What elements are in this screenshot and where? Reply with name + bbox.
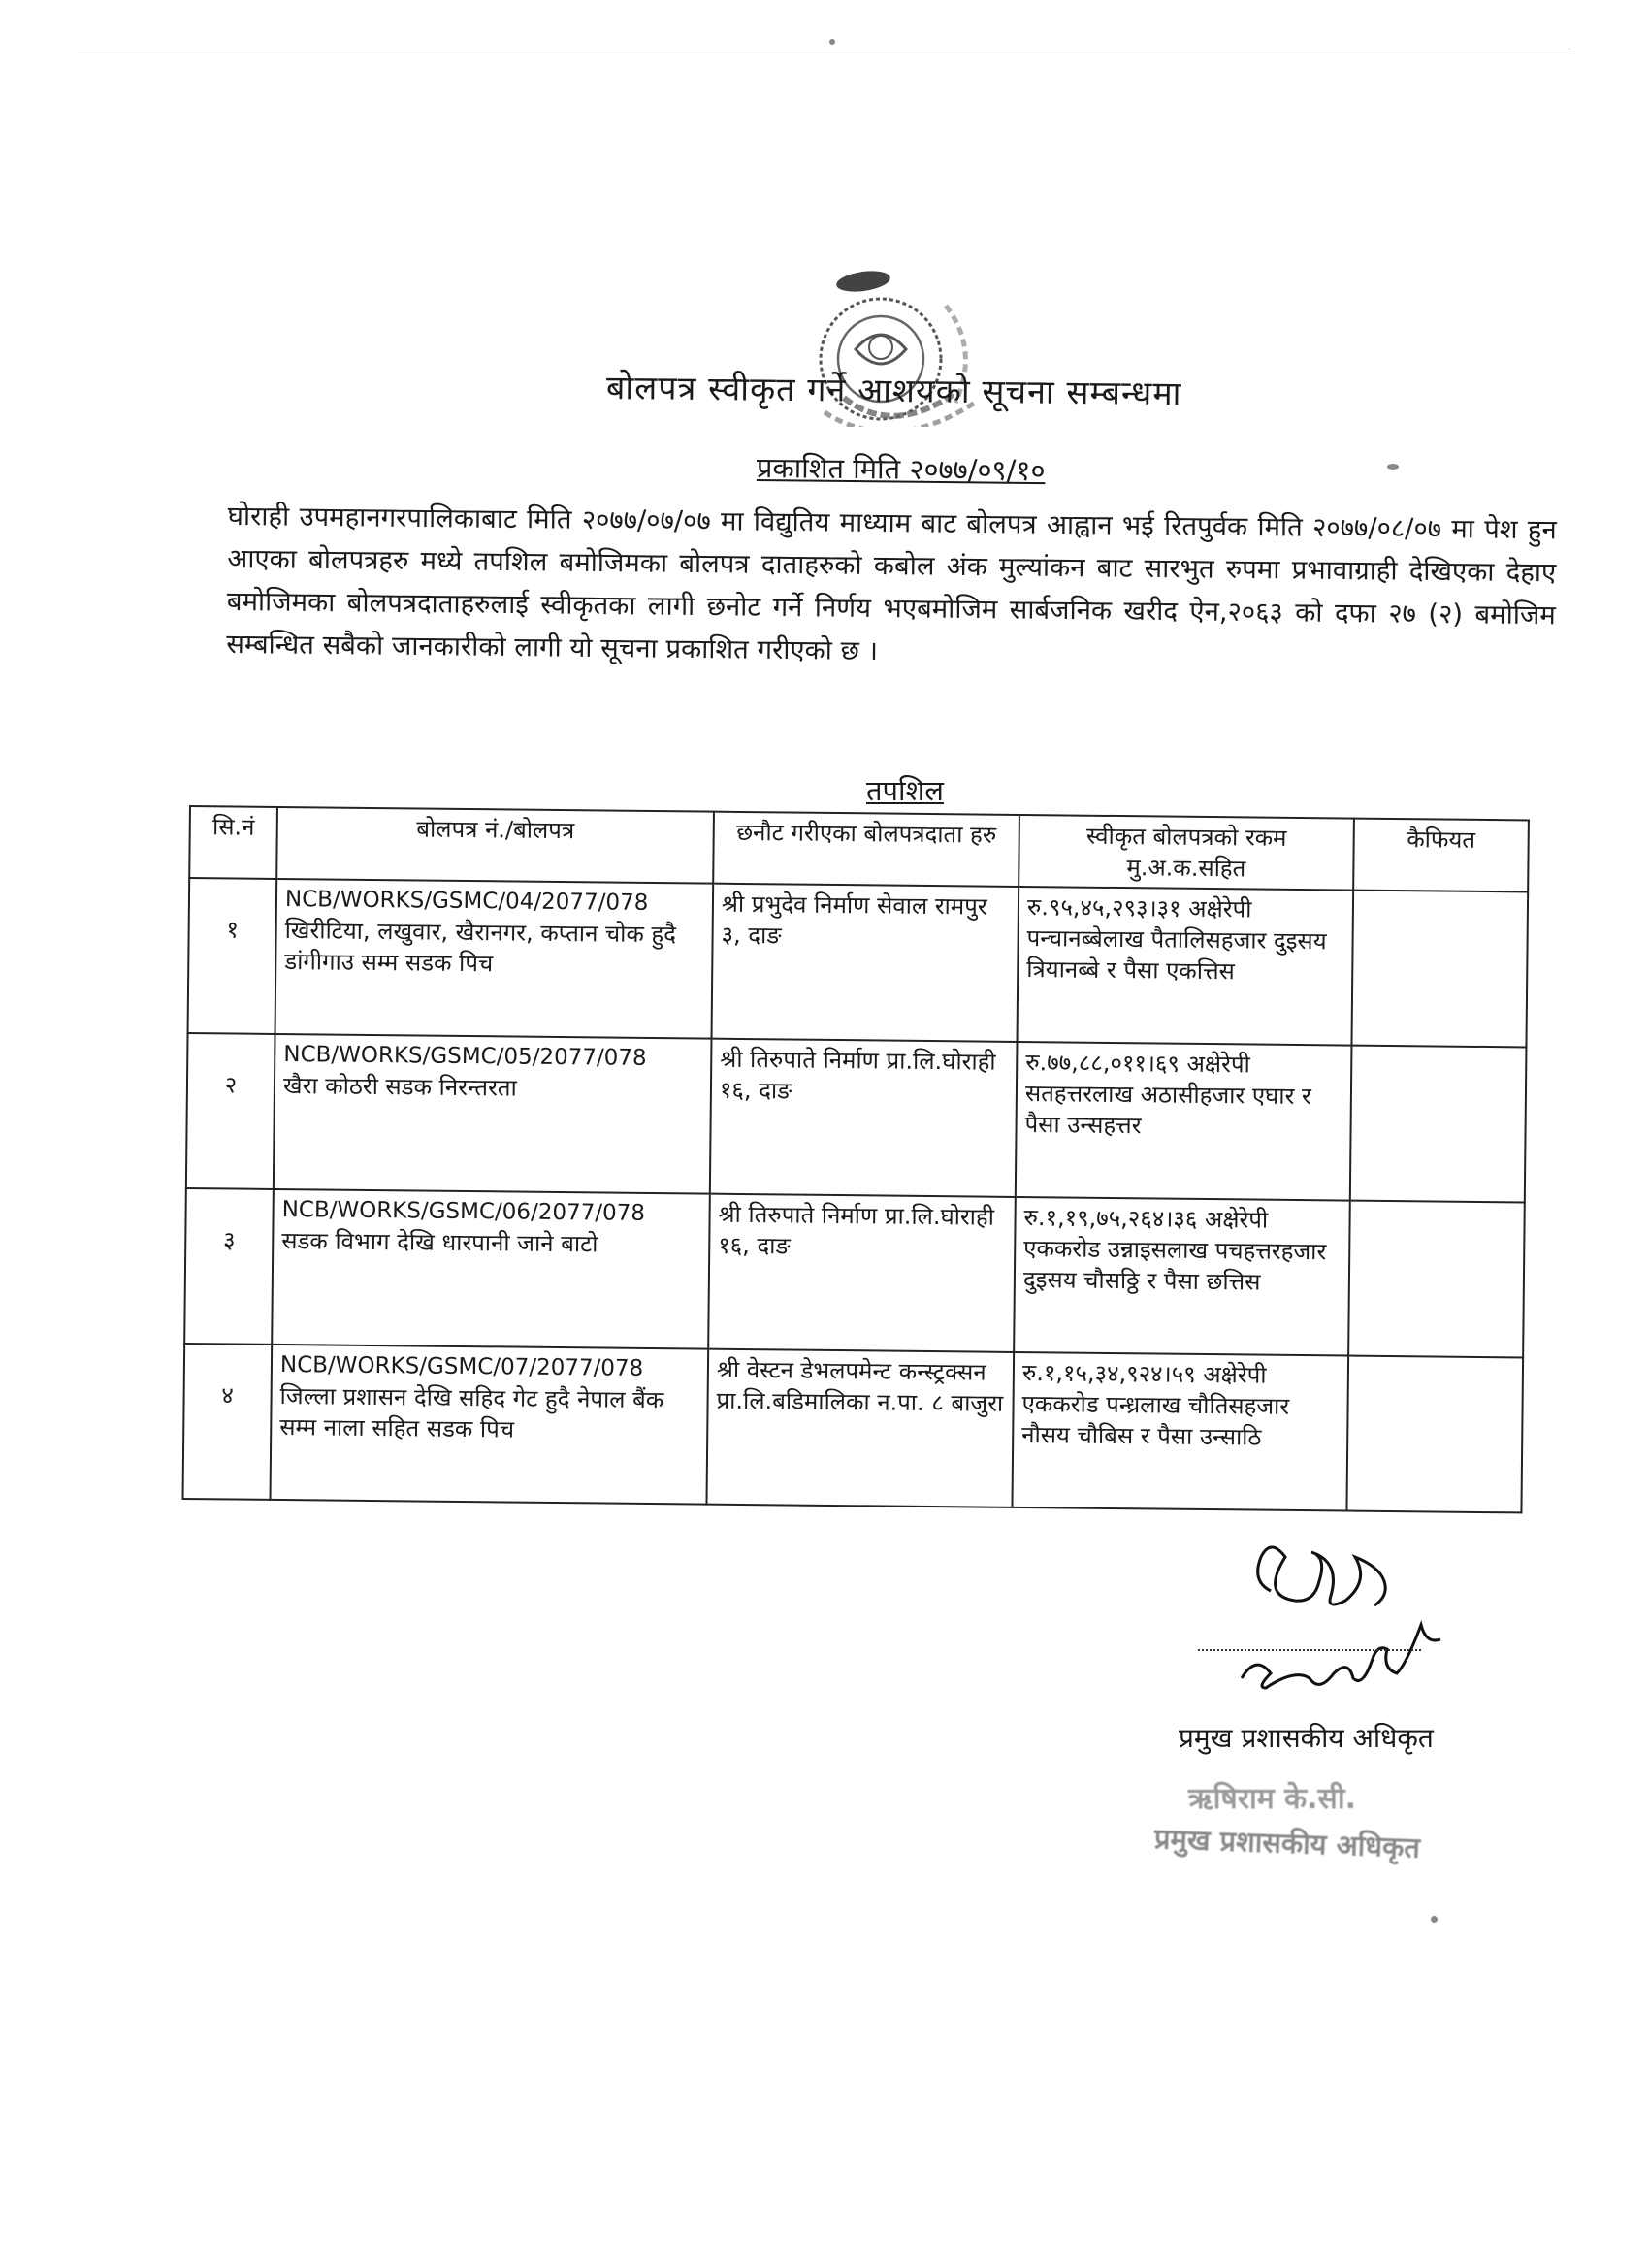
cell-bid: [274, 1034, 712, 1194]
scan-speck: [829, 39, 835, 45]
cell-remarks: [1348, 1201, 1525, 1358]
name-stamp: ऋषिराम के.सी.: [1188, 1782, 1357, 1816]
cell-bidder: श्री तिरुपाते निर्माण प्रा.लि.घोराही १६, दाङ: [708, 1194, 1016, 1352]
cell-bid: [272, 1189, 710, 1349]
column-header-bid-no: बोलपत्र नं./बोलपत्र: [276, 807, 714, 884]
cell-bidder: श्री तिरुपाते निर्माण प्रा.लि.घोराही १६, दाङ: [710, 1039, 1018, 1197]
notice-title: बोलपत्र स्वीकृत गर्ने आशयको सूचना सम्बन्धमा: [605, 369, 1182, 414]
cell-sn: ४: [183, 1344, 273, 1500]
cell-sn: १: [188, 878, 277, 1034]
cell-bidder: श्री वेस्टन डेभलपमेन्ट कन्स्ट्रक्सन प्रा.लि.बडिमालिका न.पा. ८ बाजुरा: [706, 1349, 1014, 1507]
cell-amount: रु.९५,४५,२९३।३१ अक्षेरेपी पन्चानब्बेलाख पैतालिसहजार दुइसय त्रियानब्बे र पैसा एकत्तिस: [1017, 887, 1353, 1046]
handwritten-signature: [1154, 1523, 1484, 1698]
table-row: [188, 878, 1529, 1047]
bid-project: जिल्ला प्रशासन देखि सहिद गेट हुदै नेपाल बैंक सम्म नाला सहित सडक पिच: [279, 1382, 664, 1443]
tender-table-wrapper: [182, 805, 1528, 1513]
bid-code: NCB/WORKS/GSMC/07/2077/078: [279, 1352, 644, 1381]
column-header-bidder: छनौट गरीएका बोलपत्रदाता हरु: [713, 812, 1019, 887]
notice-body-paragraph: घोराही उपमहानगरपालिकाबाट मिति २०७७/०७/०७ मा विद्युतिय माध्याम बाट बोलपत्र आह्वान भई रितपुर्वक मिति २०७७/०८/०७ मा पेश हुन आएका बोलपत्रहरु मध्ये तपशिल बमोजिमका बोलपत्र दाताहरुको कबोल अंक मुल्यांकन बाट सारभुत रुपमा प्रभावाग्राही देखिएका देहाए बमोजिमका बोलपत्रदाताहरुलाई स्वीकृतका लागी छनोट गर्ने निर्णय भएबमोजिम सार्बजनिक खरीद ऐन,२०६३ को दफा २७ (२) बमोजिम सम्बन्धित सबैको जानकारीको लागी यो सूचना प्रकाशित गरीएको छ ।: [226, 500, 1557, 667]
bid-project: खिरीटिया, लखुवार, खैरानगर, कप्तान चोक हुदै डांगीगाउ सम्म सडक पिच: [284, 917, 677, 978]
cell-sn: २: [186, 1033, 275, 1189]
cell-amount: रु.१,१५,३४,९२४।५९ अक्षेरेपी एककरोड पन्ध्रलाख चौतिसहजार नौसय चौबिस र पैसा उन्साठि: [1012, 1352, 1348, 1511]
tender-table: [182, 805, 1530, 1513]
column-header-amount: स्वीकृत बोलपत्रको रकम मु.अ.क.सहित: [1018, 815, 1354, 891]
bid-project: खैरा कोठरी सडक निरन्तरता: [282, 1072, 517, 1102]
signature-dotted-line: [1198, 1649, 1421, 1651]
cell-remarks: [1351, 891, 1528, 1048]
cell-sn: ३: [184, 1188, 274, 1345]
bid-code: NCB/WORKS/GSMC/04/2077/078: [284, 887, 649, 916]
column-header-sn: सि.नं: [189, 806, 277, 879]
table-row: [184, 1188, 1525, 1357]
scan-speck: [1387, 464, 1399, 470]
bid-code: NCB/WORKS/GSMC/05/2077/078: [283, 1042, 647, 1071]
cell-remarks: [1346, 1356, 1523, 1513]
cell-bid: [275, 879, 714, 1039]
signatory-designation: प्रमुख प्रशासकीय अधिकृत: [1179, 1722, 1434, 1754]
cell-bidder: श्री प्रभुदेव निर्माण सेवाल रामपुर ३, दाङ: [712, 884, 1019, 1042]
details-heading: तपशिल: [866, 774, 944, 807]
bid-project: सडक विभाग देखि धारपानी जाने बाटो: [281, 1227, 598, 1258]
cell-remarks: [1350, 1046, 1527, 1203]
table-row: [183, 1344, 1524, 1512]
column-header-remarks: कैफियत: [1353, 819, 1529, 892]
bid-code: NCB/WORKS/GSMC/06/2077/078: [281, 1197, 646, 1226]
table-row: [186, 1033, 1527, 1202]
cell-bid: [271, 1345, 709, 1505]
cell-amount: रु.१,१९,७५,२६४।३६ अक्षेरेपी एककरोड उन्नाइसलाख पचहत्तरहजार दुइसय चौसठ्ठि र पैसा छत्तिस: [1014, 1197, 1350, 1356]
scan-speck: [1431, 1916, 1438, 1923]
title-stamp: प्रमुख प्रशासकीय अधिकृत: [1153, 1822, 1421, 1864]
cell-amount: रु.७७,८८,०११।६९ अक्षेरेपी सतहत्तरलाख अठासीहजार एघार र पैसा उन्सहत्तर: [1016, 1042, 1352, 1201]
published-date: प्रकाशित मिति २०७७/०९/१०: [756, 451, 1046, 488]
